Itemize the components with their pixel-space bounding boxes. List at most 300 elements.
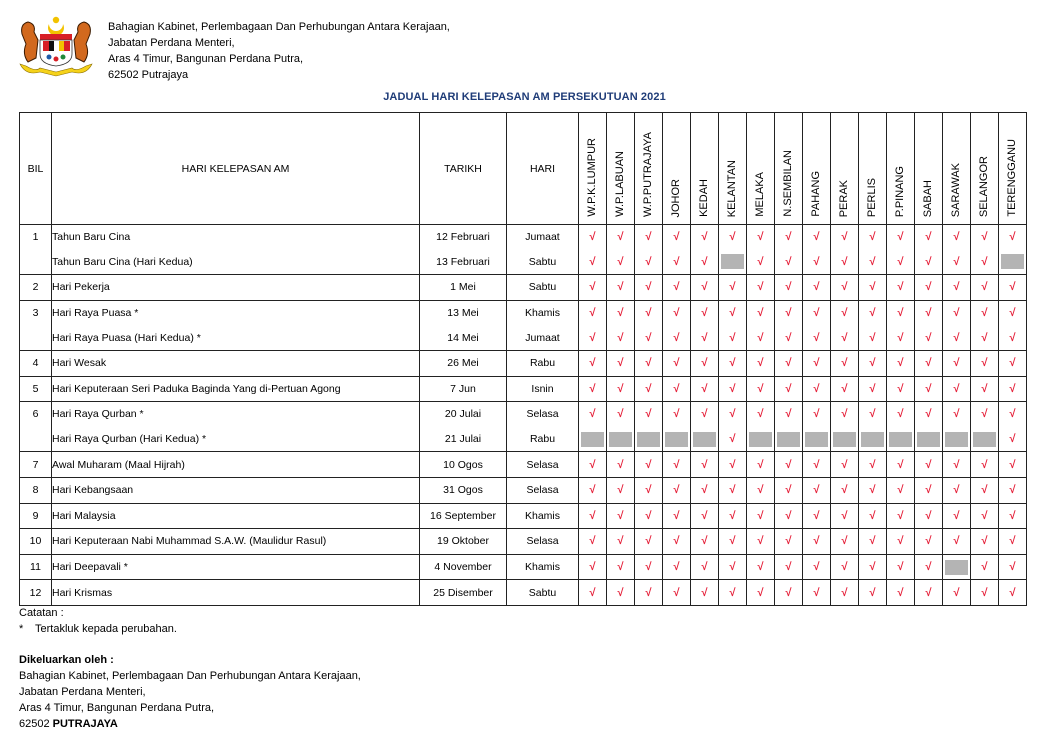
holiday-date: 21 Julai [420, 427, 507, 452]
state-cell [831, 350, 859, 376]
state-cell [859, 376, 887, 402]
row-number: 10 [20, 529, 52, 555]
checkmark-icon: √ [869, 535, 876, 548]
checkmark-icon: √ [729, 281, 736, 294]
checkmark-icon: √ [981, 382, 988, 395]
state-cell [971, 477, 999, 503]
column-header-state [999, 113, 1027, 225]
state-cell [663, 225, 691, 250]
checkmark-icon: √ [841, 586, 848, 599]
checkmark-icon: √ [645, 484, 652, 497]
state-cell [607, 402, 635, 427]
column-header-state [831, 113, 859, 225]
checkmark-icon: √ [813, 408, 820, 421]
state-cell [943, 225, 971, 250]
table-row [20, 300, 1027, 325]
checkmark-icon: √ [813, 458, 820, 471]
column-header-state [663, 113, 691, 225]
checkmark-icon: √ [869, 408, 876, 421]
checkmark-icon: √ [897, 231, 904, 244]
issued-line: Jabatan Perdana Menteri, [19, 686, 146, 698]
state-cell [999, 477, 1027, 503]
state-cell [803, 250, 831, 275]
not-applicable-block [917, 432, 940, 447]
state-cell [775, 275, 803, 301]
state-name: MELAKA [754, 172, 766, 217]
state-cell [719, 300, 747, 325]
table-row [20, 275, 1027, 301]
state-cell [943, 325, 971, 350]
checkmark-icon: √ [953, 509, 960, 522]
holiday-date: 13 Februari [420, 250, 507, 275]
state-cell [859, 325, 887, 350]
state-name: KELANTAN [726, 159, 738, 217]
asterisk: * [19, 623, 24, 635]
checkmark-icon: √ [1009, 331, 1016, 344]
state-cell [747, 250, 775, 275]
checkmark-icon: √ [617, 408, 624, 421]
not-applicable-block [721, 254, 744, 269]
checkmark-icon: √ [1009, 281, 1016, 294]
state-cell [859, 225, 887, 250]
state-cell [971, 529, 999, 555]
table-header-row [20, 113, 1027, 225]
checkmark-icon: √ [645, 458, 652, 471]
checkmark-icon: √ [785, 458, 792, 471]
state-cell [887, 225, 915, 250]
state-cell [635, 580, 663, 606]
column-header-date: TARIKH [420, 113, 507, 225]
holiday-name: Tahun Baru Cina (Hari Kedua) [52, 250, 420, 275]
state-cell [635, 402, 663, 427]
state-cell [971, 350, 999, 376]
state-cell [747, 503, 775, 529]
holiday-name: Hari Malaysia [52, 503, 420, 529]
state-name: JOHOR [670, 178, 682, 217]
checkmark-icon: √ [869, 231, 876, 244]
checkmark-icon: √ [701, 231, 708, 244]
checkmark-icon: √ [897, 357, 904, 370]
checkmark-icon: √ [869, 484, 876, 497]
state-cell [999, 325, 1027, 350]
state-cell [663, 402, 691, 427]
state-cell [607, 554, 635, 580]
checkmark-icon: √ [813, 331, 820, 344]
state-cell [747, 376, 775, 402]
checkmark-icon: √ [897, 586, 904, 599]
state-cell [747, 225, 775, 250]
state-cell [887, 554, 915, 580]
checkmark-icon: √ [701, 307, 708, 320]
checkmark-icon: √ [785, 231, 792, 244]
state-cell [719, 477, 747, 503]
state-cell [775, 477, 803, 503]
checkmark-icon: √ [701, 357, 708, 370]
table-row [20, 503, 1027, 529]
issued-city-line [19, 716, 361, 732]
state-cell [691, 427, 719, 452]
state-cell [999, 300, 1027, 325]
checkmark-icon: √ [645, 281, 652, 294]
not-applicable-block [805, 432, 828, 447]
state-cell [579, 275, 607, 301]
row-number: 4 [20, 350, 52, 376]
state-cell [943, 376, 971, 402]
notes-label: Catatan : [19, 607, 64, 619]
checkmark-icon: √ [841, 408, 848, 421]
checkmark-icon: √ [645, 307, 652, 320]
table-row [20, 350, 1027, 376]
checkmark-icon: √ [617, 357, 624, 370]
state-cell [579, 250, 607, 275]
state-cell [943, 477, 971, 503]
checkmark-icon: √ [645, 382, 652, 395]
state-cell [663, 477, 691, 503]
state-cell [775, 376, 803, 402]
holiday-name: Tahun Baru Cina [52, 225, 420, 250]
holiday-date: 26 Mei [420, 350, 507, 376]
state-cell [719, 427, 747, 452]
checkmark-icon: √ [925, 231, 932, 244]
state-cell [915, 427, 943, 452]
checkmark-icon: √ [617, 281, 624, 294]
state-cell [775, 452, 803, 478]
checkmark-icon: √ [701, 561, 708, 574]
state-cell [663, 300, 691, 325]
checkmark-icon: √ [645, 408, 652, 421]
checkmark-icon: √ [869, 382, 876, 395]
state-cell [747, 300, 775, 325]
column-header-holiday: HARI KELEPASAN AM [52, 113, 420, 225]
state-cell [803, 452, 831, 478]
checkmark-icon: √ [1009, 357, 1016, 370]
state-cell [579, 325, 607, 350]
checkmark-icon: √ [701, 255, 708, 268]
checkmark-icon: √ [1009, 307, 1016, 320]
table-row [20, 402, 1027, 427]
state-cell [579, 529, 607, 555]
checkmark-icon: √ [925, 561, 932, 574]
state-cell [579, 580, 607, 606]
state-cell [607, 325, 635, 350]
state-cell [887, 477, 915, 503]
city: PUTRAJAYA [52, 718, 118, 730]
state-cell [691, 580, 719, 606]
holiday-name: Hari Krismas [52, 580, 420, 606]
checkmark-icon: √ [1009, 509, 1016, 522]
checkmark-icon: √ [841, 535, 848, 548]
column-header-state [859, 113, 887, 225]
holiday-name: Hari Keputeraan Nabi Muhammad S.A.W. (Maulidur Rasul) [52, 529, 420, 555]
issued-line: Aras 4 Timur, Bangunan Perdana Putra, [19, 702, 215, 714]
state-cell [719, 376, 747, 402]
checkmark-icon: √ [953, 408, 960, 421]
state-cell [635, 477, 663, 503]
checkmark-icon: √ [589, 382, 596, 395]
not-applicable-block [833, 432, 856, 447]
state-cell [747, 275, 775, 301]
state-cell [859, 275, 887, 301]
state-cell [803, 376, 831, 402]
state-cell [971, 275, 999, 301]
state-cell [831, 580, 859, 606]
holiday-day: Khamis [507, 554, 579, 580]
checkmark-icon: √ [757, 281, 764, 294]
checkmark-icon: √ [757, 231, 764, 244]
checkmark-icon: √ [673, 231, 680, 244]
state-cell [915, 250, 943, 275]
checkmark-icon: √ [729, 231, 736, 244]
table-body [20, 225, 1027, 606]
checkmark-icon: √ [589, 509, 596, 522]
state-cell [915, 300, 943, 325]
state-cell [803, 554, 831, 580]
checkmark-icon: √ [925, 331, 932, 344]
checkmark-icon: √ [673, 307, 680, 320]
holiday-name: Hari Kebangsaan [52, 477, 420, 503]
checkmark-icon: √ [897, 458, 904, 471]
checkmark-icon: √ [925, 281, 932, 294]
note-item [19, 621, 177, 637]
state-cell [803, 300, 831, 325]
checkmark-icon: √ [673, 357, 680, 370]
state-cell [635, 300, 663, 325]
state-name: PERLIS [866, 177, 878, 217]
checkmark-icon: √ [841, 281, 848, 294]
checkmark-icon: √ [645, 255, 652, 268]
checkmark-icon: √ [673, 484, 680, 497]
state-cell [607, 350, 635, 376]
checkmark-icon: √ [813, 357, 820, 370]
checkmark-icon: √ [1009, 408, 1016, 421]
state-cell [915, 225, 943, 250]
state-cell [579, 554, 607, 580]
state-cell [999, 376, 1027, 402]
checkmark-icon: √ [729, 561, 736, 574]
checkmark-icon: √ [869, 458, 876, 471]
holiday-name: Hari Wesak [52, 350, 420, 376]
state-cell [803, 350, 831, 376]
checkmark-icon: √ [673, 255, 680, 268]
checkmark-icon: √ [785, 561, 792, 574]
checkmark-icon: √ [981, 458, 988, 471]
holiday-date: 4 November [420, 554, 507, 580]
state-cell [747, 477, 775, 503]
holiday-day: Sabtu [507, 580, 579, 606]
checkmark-icon: √ [757, 509, 764, 522]
holiday-name: Hari Raya Puasa * [52, 300, 420, 325]
state-cell [831, 503, 859, 529]
not-applicable-block [777, 432, 800, 447]
state-cell [999, 350, 1027, 376]
state-cell [691, 325, 719, 350]
state-cell [691, 300, 719, 325]
state-cell [859, 554, 887, 580]
checkmark-icon: √ [1009, 561, 1016, 574]
checkmark-icon: √ [757, 484, 764, 497]
not-applicable-block [665, 432, 688, 447]
state-cell [747, 580, 775, 606]
state-cell [635, 325, 663, 350]
not-applicable-block [945, 560, 968, 575]
state-cell [579, 376, 607, 402]
table-row [20, 325, 1027, 350]
state-cell [999, 503, 1027, 529]
checkmark-icon: √ [617, 255, 624, 268]
table-row [20, 529, 1027, 555]
checkmark-icon: √ [785, 484, 792, 497]
state-cell [747, 529, 775, 555]
checkmark-icon: √ [925, 586, 932, 599]
holiday-date: 14 Mei [420, 325, 507, 350]
checkmark-icon: √ [897, 408, 904, 421]
not-applicable-block [1001, 254, 1024, 269]
state-cell [607, 452, 635, 478]
checkmark-icon: √ [785, 382, 792, 395]
state-cell [859, 477, 887, 503]
not-applicable-block [889, 432, 912, 447]
checkmark-icon: √ [953, 382, 960, 395]
row-number [20, 250, 52, 275]
state-cell [663, 275, 691, 301]
checkmark-icon: √ [729, 331, 736, 344]
row-number: 3 [20, 300, 52, 325]
checkmark-icon: √ [729, 484, 736, 497]
state-cell [635, 427, 663, 452]
state-cell [719, 225, 747, 250]
checkmark-icon: √ [589, 586, 596, 599]
state-cell [831, 376, 859, 402]
checkmark-icon: √ [897, 255, 904, 268]
checkmark-icon: √ [617, 561, 624, 574]
state-cell [607, 427, 635, 452]
checkmark-icon: √ [729, 458, 736, 471]
state-cell [691, 477, 719, 503]
state-cell [635, 503, 663, 529]
checkmark-icon: √ [981, 357, 988, 370]
state-cell [943, 250, 971, 275]
checkmark-icon: √ [757, 382, 764, 395]
checkmark-icon: √ [869, 307, 876, 320]
holiday-day: Jumaat [507, 225, 579, 250]
checkmark-icon: √ [925, 535, 932, 548]
state-cell [831, 325, 859, 350]
checkmark-icon: √ [673, 408, 680, 421]
state-cell [579, 300, 607, 325]
state-cell [775, 503, 803, 529]
checkmark-icon: √ [813, 586, 820, 599]
checkmark-icon: √ [925, 357, 932, 370]
checkmark-icon: √ [673, 586, 680, 599]
state-cell [999, 580, 1027, 606]
state-name: SABAH [922, 179, 934, 217]
column-header-state [915, 113, 943, 225]
column-header-state [775, 113, 803, 225]
checkmark-icon: √ [813, 484, 820, 497]
state-cell [803, 503, 831, 529]
checkmark-icon: √ [673, 382, 680, 395]
state-cell [999, 427, 1027, 452]
state-cell [691, 452, 719, 478]
checkmark-icon: √ [841, 561, 848, 574]
holiday-day: Isnin [507, 376, 579, 402]
checkmark-icon: √ [897, 535, 904, 548]
checkmark-icon: √ [645, 357, 652, 370]
note-text: Tertakluk kepada perubahan. [35, 623, 177, 635]
checkmark-icon: √ [617, 586, 624, 599]
checkmark-icon: √ [813, 281, 820, 294]
state-cell [915, 529, 943, 555]
checkmark-icon: √ [617, 484, 624, 497]
checkmark-icon: √ [757, 255, 764, 268]
holiday-date: 12 Februari [420, 225, 507, 250]
state-cell [971, 452, 999, 478]
checkmark-icon: √ [757, 535, 764, 548]
table-row [20, 477, 1027, 503]
state-cell [915, 554, 943, 580]
checkmark-icon: √ [1009, 484, 1016, 497]
state-cell [971, 580, 999, 606]
state-name: PERAK [838, 179, 850, 217]
checkmark-icon: √ [617, 535, 624, 548]
page-title: JADUAL HARI KELEPASAN AM PERSEKUTUAN 2021 [383, 91, 666, 103]
holiday-table [19, 112, 1027, 606]
state-cell [971, 554, 999, 580]
state-cell [579, 350, 607, 376]
checkmark-icon: √ [869, 561, 876, 574]
holiday-date: 1 Mei [420, 275, 507, 301]
state-cell [747, 402, 775, 427]
state-cell [579, 225, 607, 250]
column-header-state [719, 113, 747, 225]
state-cell [887, 580, 915, 606]
state-cell [915, 580, 943, 606]
state-cell [607, 250, 635, 275]
state-cell [943, 554, 971, 580]
state-cell [831, 300, 859, 325]
state-cell [831, 225, 859, 250]
state-cell [719, 275, 747, 301]
state-cell [775, 250, 803, 275]
row-number [20, 427, 52, 452]
state-cell [635, 554, 663, 580]
state-cell [607, 580, 635, 606]
state-cell [943, 300, 971, 325]
state-cell [887, 325, 915, 350]
state-cell [971, 376, 999, 402]
state-cell [663, 376, 691, 402]
state-cell [691, 275, 719, 301]
state-cell [803, 427, 831, 452]
state-name: W.P.LABUAN [614, 151, 626, 217]
column-header-state [691, 113, 719, 225]
checkmark-icon: √ [617, 458, 624, 471]
coat-of-arms-logo [16, 14, 96, 82]
column-header-state [579, 113, 607, 225]
checkmark-icon: √ [953, 357, 960, 370]
holiday-day: Jumaat [507, 325, 579, 350]
state-cell [775, 402, 803, 427]
checkmark-icon: √ [981, 586, 988, 599]
state-cell [747, 325, 775, 350]
holiday-date: 25 Disember [420, 580, 507, 606]
checkmark-icon: √ [925, 484, 932, 497]
holiday-date: 10 Ogos [420, 452, 507, 478]
state-name: TERENGGANU [1006, 139, 1018, 217]
state-cell [859, 427, 887, 452]
checkmark-icon: √ [1009, 231, 1016, 244]
row-number: 7 [20, 452, 52, 478]
